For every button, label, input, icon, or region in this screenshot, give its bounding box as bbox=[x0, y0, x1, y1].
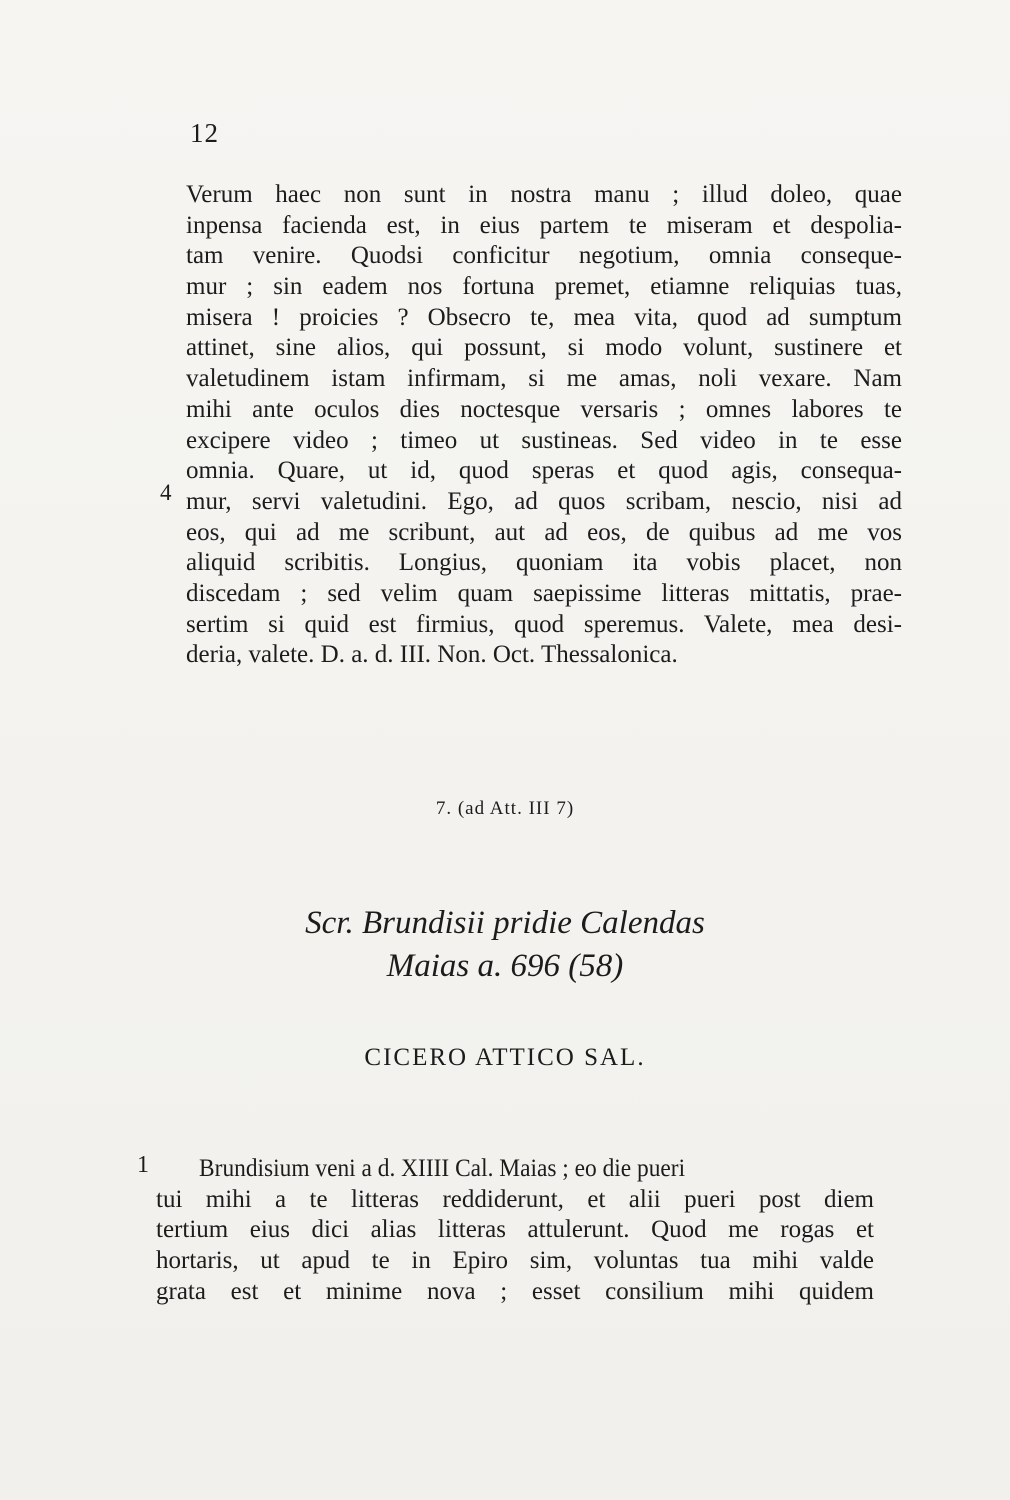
text-line: inpensa facienda est, in eius partem te miseram et despolia- bbox=[186, 211, 902, 239]
text-line: sertim si quid est firmius, quod speremus. Valete, mea desi- bbox=[186, 610, 902, 638]
text-line: excipere video ; timeo ut sustineas. Sed video in te esse bbox=[186, 426, 902, 454]
text-line: misera ! proicies ? Obsecro te, mea vita, quod ad sumptum bbox=[186, 303, 902, 331]
page-number: 12 bbox=[190, 118, 219, 148]
continued-paragraph bbox=[186, 180, 902, 671]
heading-line-2: Maias a. 696 (58) bbox=[386, 948, 624, 984]
text-line: discedam ; sed velim quam saepissime litteras mittatis, prae- bbox=[186, 579, 902, 607]
paragraph-number: 1 bbox=[137, 1152, 149, 1178]
text-line: valetudinem istam infirmam, si me amas, noli vexare. Nam bbox=[186, 365, 902, 393]
text-line: aliquid scribitis. Longius, quoniam ita vobis placet, non bbox=[186, 549, 902, 577]
salutation: CICERO ATTICO SAL. bbox=[364, 1044, 646, 1071]
text-line: Verum haec non sunt in nostra manu ; illud doleo, quae bbox=[186, 181, 902, 208]
text-line: attinet, sine alios, qui possunt, si modo volunt, sustinere et bbox=[186, 334, 902, 362]
text-line: mihi ante oculos dies noctesque versaris ; omnes labores te bbox=[186, 395, 902, 423]
text-line: mur ; sin eadem nos fortuna premet, etiamne reliquias tuas, bbox=[186, 273, 902, 301]
text-line: omnia. Quare, ut id, quod speras et quod agis, consequa- bbox=[186, 457, 902, 485]
text-line: grata est et minime nova ; esset consilium mihi quidem bbox=[156, 1277, 874, 1305]
text-line: hortaris, ut apud te in Epiro sim, voluntas tua mihi valde bbox=[156, 1247, 874, 1275]
text-line: deria, valete. D. a. d. III. Non. Oct. Thessalonica. bbox=[186, 641, 678, 669]
text-line: tui mihi a te litteras reddiderunt, et alii pueri post diem bbox=[156, 1185, 874, 1213]
text-line: Brundisium veni a d. XIIII Cal. Maias ; eo die pueri bbox=[199, 1155, 686, 1182]
new-paragraph bbox=[156, 1154, 874, 1307]
text-line: eos, qui ad me scribunt, aut ad eos, de quibus ad me vos bbox=[186, 518, 902, 546]
text-line: mur, servi valetudini. Ego, ad quos scribam, nescio, nisi ad bbox=[186, 487, 902, 515]
text-line: tertium eius dici alias litteras attulerunt. Quod me rogas et bbox=[156, 1216, 874, 1244]
heading-line-1: Scr. Brundisii pridie Calendas bbox=[305, 905, 705, 941]
margin-paragraph-number: 4 bbox=[160, 480, 172, 505]
section-reference: 7. (ad Att. III 7) bbox=[435, 798, 575, 819]
text-line: tam venire. Quodsi conficitur negotium, omnia conseque- bbox=[186, 242, 902, 270]
